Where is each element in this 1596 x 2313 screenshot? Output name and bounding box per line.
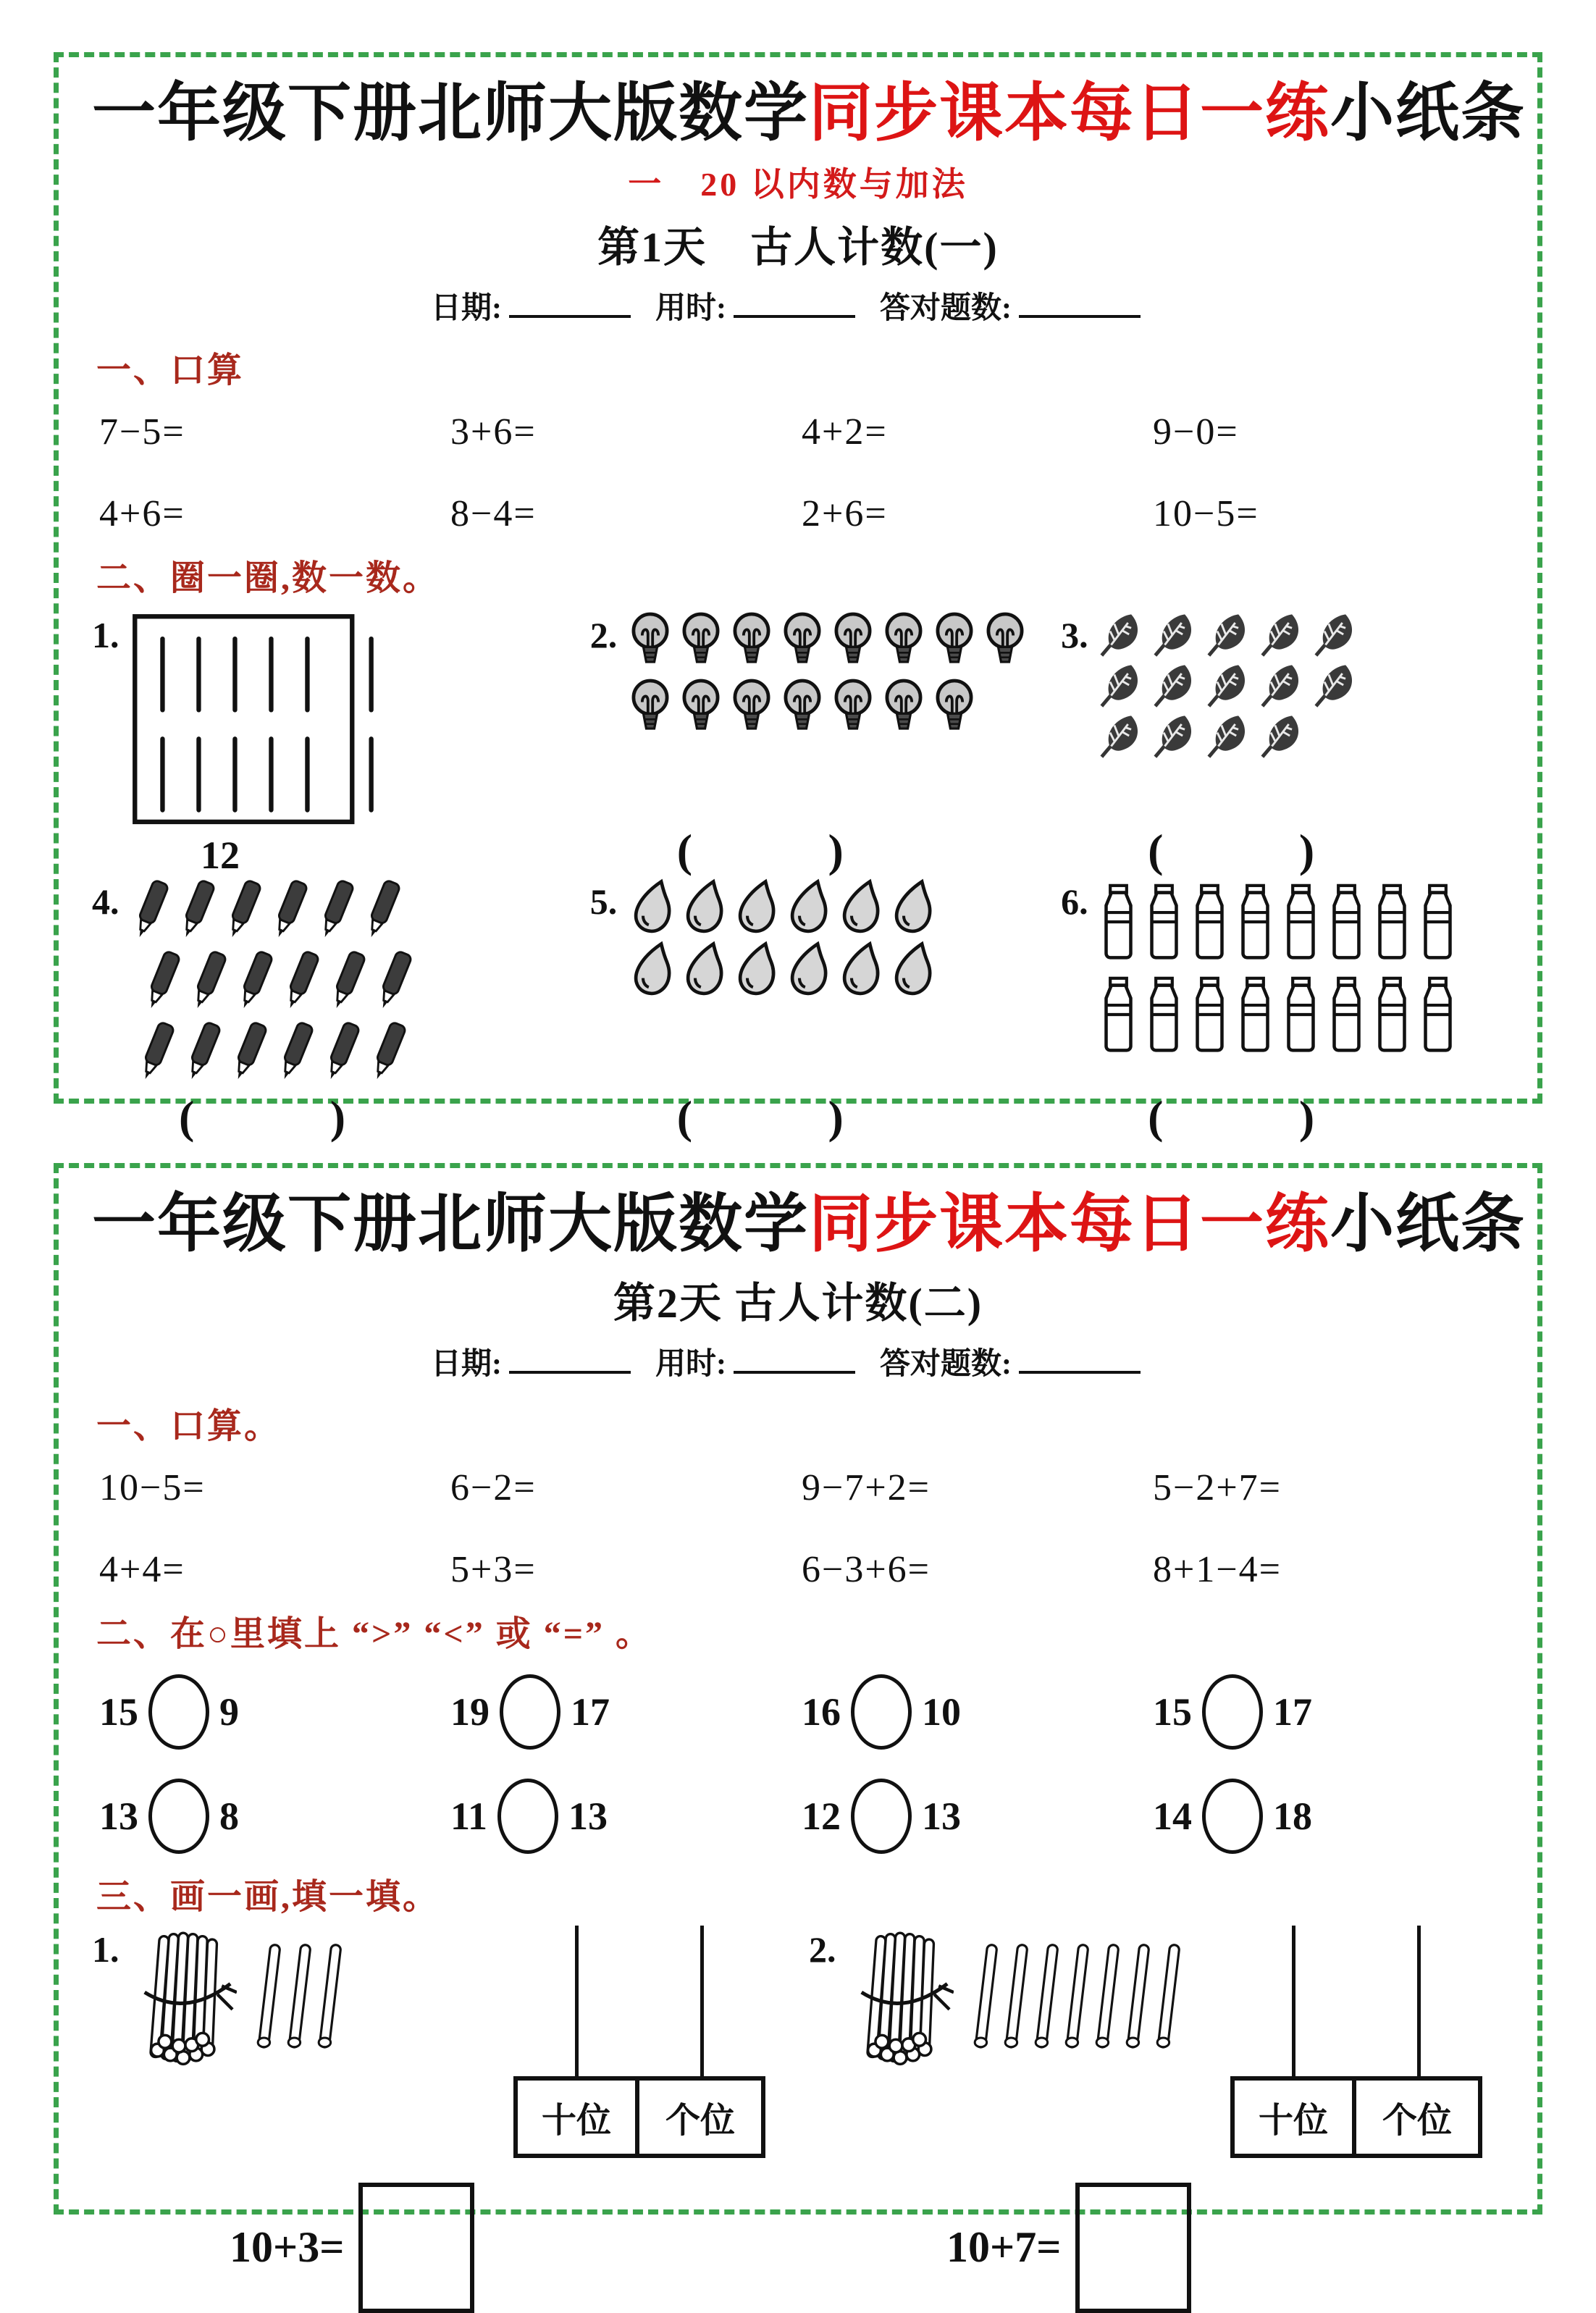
title-black-right: 小纸条: [1330, 1190, 1526, 1260]
loose-sticks: [973, 1933, 1183, 2060]
meta-line: [92, 284, 1504, 327]
draw-items-grid: [92, 1926, 1504, 2313]
pencil-icon: [269, 878, 311, 944]
count-items-grid: [92, 611, 1504, 1144]
pencil-icon: [182, 1020, 224, 1086]
stick-icon: [316, 1933, 344, 2060]
pencil-row: [130, 878, 415, 944]
title-red-highlight: 同步课本每日一练: [809, 1190, 1331, 1260]
unit-subtitle: 一 20 以内数与加法: [628, 165, 968, 203]
bulb-icon: [830, 611, 876, 673]
bottle-icon: [1418, 970, 1458, 1059]
bottle-icon: [1235, 878, 1275, 966]
leaf-row: [1099, 662, 1359, 708]
count-item-tally: [92, 611, 571, 878]
compare-item: 15 9: [99, 1674, 450, 1750]
pencil-icon: [228, 1020, 270, 1086]
date-blank: [509, 1346, 631, 1374]
item-number: 1.: [92, 1928, 119, 1970]
loose-sticks: [256, 1933, 344, 2060]
oral-problem: 4+6=: [99, 492, 185, 534]
item-number: 3.: [1061, 614, 1088, 655]
page-title: [92, 1190, 1526, 1262]
count-item-drops: [590, 878, 1042, 1144]
leaf-icon: [1259, 713, 1306, 759]
bottle-row: [1099, 970, 1458, 1059]
stick-icon: [1155, 1933, 1183, 2060]
stick-icon: [1125, 1933, 1152, 2060]
compare-item: 19 17: [450, 1674, 802, 1750]
abacus-rods: [575, 1926, 704, 2076]
pencil-icon: [280, 949, 322, 1015]
pencil-icon: [222, 878, 264, 944]
compare-circle: [497, 1779, 558, 1854]
compare-circle: [1202, 1779, 1263, 1854]
leaf-icon: [1099, 662, 1145, 708]
pencil-icon: [141, 949, 183, 1015]
drop-icon: [836, 940, 883, 998]
score-blank: [1019, 290, 1141, 318]
bulb-icon: [881, 611, 927, 673]
drop-icon: [627, 878, 675, 936]
drop-icon: [679, 878, 727, 936]
day1-title: 第1天 古人计数(一): [597, 223, 999, 271]
stick-icon: [256, 1933, 283, 2060]
bulb-icon: [678, 678, 724, 740]
ones-label: 个位: [665, 2101, 735, 2140]
oral-problem: 9−0=: [1153, 411, 1239, 453]
abacus-rods: [1292, 1926, 1421, 2076]
stick-icon: [286, 1933, 314, 2060]
day2-oral-problems: [99, 1466, 1504, 1591]
worksheet-day1: [54, 52, 1542, 1143]
bottle-icon: [1372, 970, 1412, 1059]
compare-heading: 二、在○里填上 “>” “<” 或 “=” 。: [96, 1614, 653, 1653]
bottle-icon: [1190, 878, 1230, 966]
leaf-icon: [1206, 611, 1252, 658]
day2-oral-heading: 一、口算。: [96, 1406, 282, 1445]
bottle-icon: [1144, 970, 1184, 1059]
oral-problem: 10−5=: [99, 1466, 206, 1508]
title-black-left: 一年级下册北师大版数学: [92, 1190, 810, 1260]
oral-problem: 9−7+2=: [802, 1466, 931, 1508]
answer-parentheses: ( ): [676, 1091, 844, 1143]
equation-text: 10+3=: [230, 2223, 345, 2272]
oral-problem: 3+6=: [450, 411, 537, 453]
bulb-icon: [627, 611, 673, 673]
pencil-icon: [234, 949, 276, 1015]
drop-row: [627, 940, 936, 998]
count-item-leaves: [1061, 611, 1504, 878]
place-value-widget: [513, 1926, 765, 2158]
pencil-icon: [315, 878, 357, 944]
pencil-row: [135, 1020, 415, 1086]
count-answer-value: 12: [201, 833, 240, 877]
tens-label: 十位: [518, 2081, 639, 2154]
bulb-icon: [982, 611, 1028, 673]
leaf-icon: [1099, 611, 1145, 658]
leaf-icon: [1259, 662, 1306, 708]
oral-problem: 4+2=: [802, 411, 888, 453]
day1-count-heading: 二、圈一圈,数一数。: [96, 558, 440, 597]
compare-circle: [851, 1779, 912, 1854]
leaf-icon: [1152, 713, 1198, 759]
bottle-icon: [1327, 878, 1366, 966]
draw-item-1: [92, 1926, 787, 2313]
bottle-icon: [1372, 878, 1412, 966]
stick-icon: [1033, 1933, 1061, 2060]
page-title: [92, 79, 1526, 151]
worksheet-day2: [54, 1163, 1542, 2272]
compare-circle: [851, 1674, 912, 1750]
tens-label: 十位: [1235, 2081, 1356, 2154]
oral-problem: 5+3=: [450, 1548, 537, 1590]
drop-icon: [888, 940, 936, 998]
stick-bundle-icon: [847, 1930, 954, 2072]
pencil-icon: [327, 949, 369, 1015]
bottle-icon: [1327, 970, 1366, 1059]
count-item-bulbs: [590, 611, 1042, 878]
stick-icon: [1094, 1933, 1122, 2060]
date-label: 日期:: [431, 291, 502, 325]
time-blank: [734, 1346, 855, 1374]
item-number: 5.: [589, 881, 618, 922]
compare-grid: [99, 1674, 1504, 1854]
leaf-icon: [1152, 662, 1198, 708]
title-black-right: 小纸条: [1330, 79, 1526, 149]
drop-icon: [731, 878, 779, 936]
bulb-icon: [779, 611, 826, 673]
score-blank: [1019, 1346, 1141, 1374]
oral-problem: 10−5=: [1153, 492, 1259, 534]
count-item-bottles: [1061, 878, 1504, 1144]
answer-box: [1075, 2183, 1191, 2313]
leaf-icon: [1099, 713, 1145, 759]
leaf-icon: [1313, 611, 1359, 658]
item-number: 2.: [589, 614, 618, 655]
compare-item: 15 17: [1153, 1674, 1504, 1750]
bulb-icon: [931, 678, 978, 740]
drop-icon: [784, 940, 831, 998]
pencil-icon: [274, 1020, 316, 1086]
leaf-icon: [1259, 611, 1306, 658]
drop-icon: [731, 940, 779, 998]
place-value-widget: [1230, 1926, 1482, 2158]
meta-line: [92, 1340, 1504, 1383]
compare-item: 13 8: [99, 1779, 450, 1854]
drop-icon: [627, 940, 675, 998]
bottle-icon: [1235, 970, 1275, 1059]
leaf-icon: [1313, 662, 1359, 708]
pencil-row: [141, 949, 415, 1015]
item-number: 4.: [92, 881, 119, 922]
item-number: 6.: [1061, 881, 1088, 922]
pencil-icon: [176, 878, 218, 944]
bulb-icon: [881, 678, 927, 740]
count-item-pencils: [92, 878, 571, 1144]
bottle-icon: [1190, 970, 1230, 1059]
tally-sticks-figure: [130, 611, 419, 828]
title-black-left: 一年级下册北师大版数学: [92, 79, 810, 149]
bottle-icon: [1281, 878, 1321, 966]
compare-circle: [148, 1674, 209, 1750]
stick-bundle-icon: [130, 1930, 237, 2072]
answer-box: [358, 2183, 474, 2313]
title-red-highlight: 同步课本每日一练: [809, 79, 1331, 149]
bulb-row: [627, 678, 1028, 740]
time-label: 用时:: [655, 1347, 726, 1381]
pencil-icon: [130, 878, 172, 944]
bottle-row: [1099, 878, 1458, 966]
bottle-icon: [1099, 970, 1138, 1059]
bottle-icon: [1099, 878, 1138, 966]
pencil-icon: [188, 949, 230, 1015]
date-blank: [509, 290, 631, 318]
bulb-icon: [728, 611, 775, 673]
item-number: 1.: [92, 614, 119, 655]
bulb-icon: [931, 611, 978, 673]
oral-problem: 6−3+6=: [802, 1548, 931, 1590]
compare-item: 12 13: [802, 1779, 1153, 1854]
stick-icon: [973, 1933, 1000, 2060]
compare-circle: [148, 1779, 209, 1854]
bulb-icon: [728, 678, 775, 740]
compare-item: 11 13: [450, 1779, 802, 1854]
stick-icon: [1064, 1933, 1091, 2060]
compare-item: 16 10: [802, 1674, 1153, 1750]
score-label: 答对题数:: [880, 1347, 1012, 1381]
leaf-icon: [1206, 713, 1252, 759]
oral-problem: 4+4=: [99, 1548, 185, 1590]
day2-title: 第2天 古人计数(二): [613, 1279, 983, 1327]
leaf-row: [1099, 713, 1359, 759]
pencil-icon: [321, 1020, 363, 1086]
bottle-icon: [1418, 878, 1458, 966]
pencil-icon: [135, 1020, 177, 1086]
pencil-icon: [373, 949, 415, 1015]
draw-heading: 三、画一画,填一填。: [96, 1877, 440, 1916]
bulb-row: [627, 611, 1028, 673]
compare-item: 14 18: [1153, 1779, 1504, 1854]
item-number: 2.: [809, 1928, 836, 1970]
day1-oral-heading: 一、口算: [96, 350, 245, 390]
equation-line: [230, 2183, 787, 2313]
bulb-icon: [830, 678, 876, 740]
score-label: 答对题数:: [880, 291, 1012, 325]
answer-parentheses: ( ): [1148, 824, 1315, 876]
drop-icon: [888, 878, 936, 936]
place-value-table: [513, 2076, 765, 2158]
bulb-icon: [678, 611, 724, 673]
bottle-icon: [1144, 878, 1184, 966]
answer-parentheses: ( ): [179, 1091, 345, 1143]
compare-circle: [1202, 1674, 1263, 1750]
oral-problem: 8+1−4=: [1153, 1548, 1282, 1590]
leaf-icon: [1206, 662, 1252, 708]
time-blank: [734, 290, 855, 318]
leaf-row: [1099, 611, 1359, 658]
drop-row: [627, 878, 936, 936]
pencil-icon: [361, 878, 403, 944]
day1-oral-problems: [99, 411, 1504, 535]
compare-circle: [500, 1674, 560, 1750]
equation-line: [946, 2183, 1504, 2313]
equation-text: 10+7=: [946, 2223, 1062, 2272]
pencil-icon: [367, 1020, 409, 1086]
draw-item-2: [809, 1926, 1504, 2313]
oral-problem: 8−4=: [450, 492, 537, 534]
answer-parentheses: ( ): [676, 824, 844, 876]
stick-icon: [1003, 1933, 1030, 2060]
drop-icon: [836, 878, 883, 936]
place-value-table: [1230, 2076, 1482, 2158]
bulb-icon: [779, 678, 826, 740]
oral-problem: 2+6=: [802, 492, 888, 534]
drop-icon: [679, 940, 727, 998]
oral-problem: 7−5=: [99, 411, 185, 453]
date-label: 日期:: [431, 1347, 502, 1381]
drop-icon: [784, 878, 831, 936]
bottle-icon: [1281, 970, 1321, 1059]
answer-parentheses: ( ): [1148, 1091, 1315, 1143]
time-label: 用时:: [655, 291, 726, 325]
ones-label: 个位: [1382, 2101, 1452, 2140]
oral-problem: 5−2+7=: [1153, 1466, 1282, 1508]
bulb-icon: [627, 678, 673, 740]
leaf-icon: [1152, 611, 1198, 658]
oral-problem: 6−2=: [450, 1466, 537, 1508]
